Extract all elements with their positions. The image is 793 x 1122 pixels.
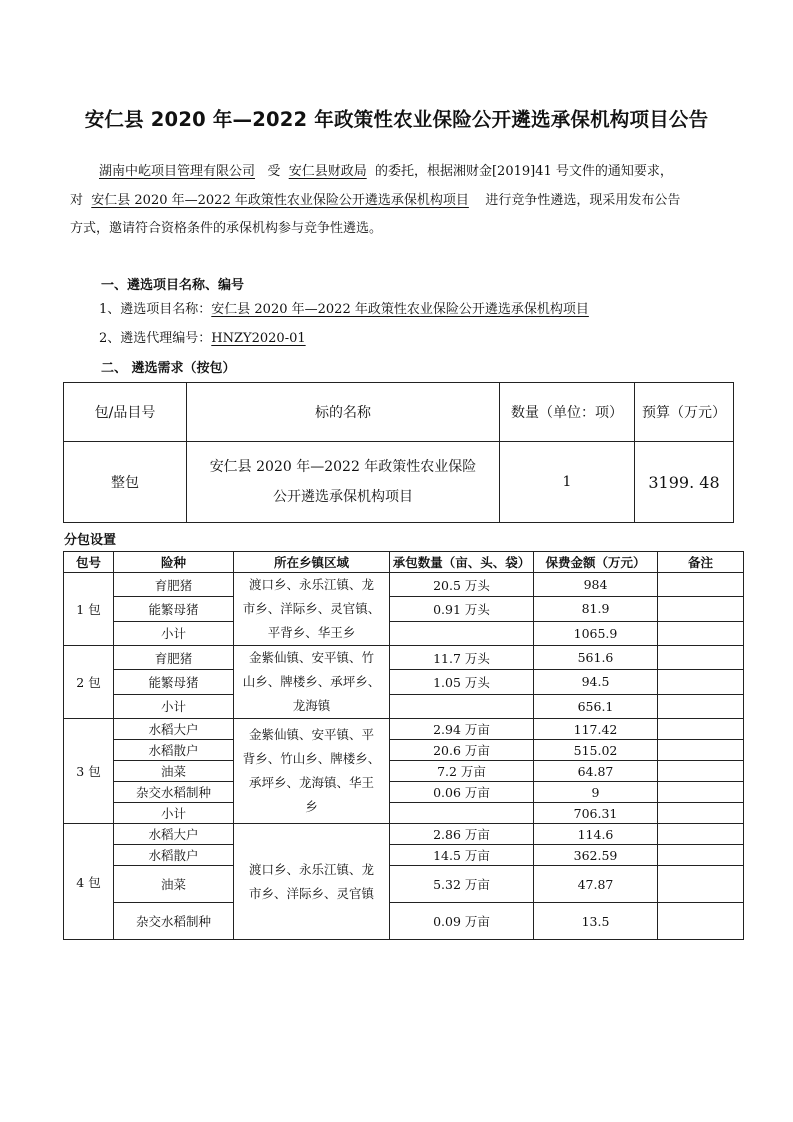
subject-name-line: 公开遴选承保机构项目 [273,489,413,505]
table-row [64,573,744,597]
remark-cell [658,782,744,803]
quantity-cell: 0.09 万亩 [390,903,534,940]
remark-cell [658,670,744,694]
remark-cell [658,694,744,718]
package-number: 3 包 [64,719,114,824]
region-cell [234,646,390,719]
table-row [64,597,744,621]
region-line: 渡口乡、永乐江镇、龙 [248,861,374,877]
insurance-type: 水稻散户 [114,740,234,761]
table-row [64,782,744,803]
table-header-row [64,383,734,442]
amount-cell: 706.31 [534,803,658,824]
insurance-type: 能繁母猪 [114,670,234,694]
column-header: 所在乡镇区域 [234,552,390,573]
quantity-cell: 0.91 万头 [390,597,534,621]
intro-line-1 [99,164,673,180]
insurance-type: 油菜 [114,761,234,782]
package-number: 1 包 [64,573,114,646]
region-line: 渡口乡、永乐江镇、龙 [248,577,374,592]
table-row [64,670,744,694]
table-row [64,845,744,866]
package-cell: 整包 [64,442,187,523]
remark-cell [658,903,744,940]
budget-cell: 3199. 48 [635,442,734,523]
quantity-cell: 20.6 万亩 [390,740,534,761]
column-header: 预算（万元） [635,383,734,442]
insurance-type: 能繁母猪 [114,597,234,621]
table-row [64,903,744,940]
column-header: 险种 [114,552,234,573]
principal-name: 安仁县财政局 [288,164,367,179]
amount-cell: 984 [534,573,658,597]
intro-word: 受 [267,164,281,179]
remark-cell [658,845,744,866]
column-header: 标的名称 [187,383,500,442]
subpackage-table [63,551,744,940]
region-line: 金紫仙镇、安平镇、竹 [248,650,374,665]
insurance-type: 小计 [114,621,234,645]
quantity-cell: 14.5 万亩 [390,845,534,866]
agency-name: 湖南中屹项目管理有限公司 [99,164,256,179]
amount-cell: 94.5 [534,670,658,694]
region-line: 平背乡、华王乡 [267,625,356,640]
remark-cell [658,646,744,670]
remark-cell [658,824,744,845]
subject-name-cell [187,442,500,523]
region-line: 市乡、洋际乡、灵官镇 [248,885,374,901]
column-header: 包号 [64,552,114,573]
remark-cell [658,597,744,621]
insurance-type: 水稻散户 [114,845,234,866]
amount-cell: 117.42 [534,719,658,740]
quantity-cell [390,803,534,824]
amount-cell: 81.9 [534,597,658,621]
table-row [64,719,744,740]
table-row [64,824,744,845]
insurance-type: 小计 [114,803,234,824]
region-line: 背乡、竹山乡、牌楼乡、 [242,751,381,766]
amount-cell: 1065.9 [534,621,658,645]
package-number: 4 包 [64,824,114,940]
table-row [64,694,744,718]
section-1-heading: 一、遴选项目名称、编号 [101,278,245,293]
remark-cell [658,803,744,824]
region-line: 山乡、牌楼乡、承坪乡、 [242,674,381,689]
remark-cell [658,573,744,597]
amount-cell: 114.6 [534,824,658,845]
amount-cell: 47.87 [534,866,658,903]
intro-text: 的委托，根据湘财金[2019]41 号文件的通知要求， [374,164,673,179]
quantity-cell [390,621,534,645]
table-row [64,740,744,761]
intro-line-2 [70,193,680,209]
remark-cell [658,761,744,782]
section-2-heading: 二、 遴选需求（按包） [101,361,236,376]
quantity-cell [390,694,534,718]
remark-cell [658,866,744,903]
amount-cell: 362.59 [534,845,658,866]
region-line: 乡 [305,799,318,814]
insurance-type: 小计 [114,694,234,718]
package-number: 2 包 [64,646,114,719]
quantity-cell: 20.5 万头 [390,573,534,597]
column-header: 包/品目号 [64,383,187,442]
quantity-cell: 0.06 万亩 [390,782,534,803]
region-line: 龙海镇 [292,698,331,713]
quantity-cell: 1.05 万头 [390,670,534,694]
table-row [64,803,744,824]
insurance-type: 水稻大户 [114,824,234,845]
remark-cell [658,621,744,645]
quantity-cell: 1 [500,442,635,523]
insurance-type: 水稻大户 [114,719,234,740]
project-name-line [99,302,593,318]
insurance-type: 杂交水稻制种 [114,782,234,803]
column-header: 保费金额（万元） [534,552,658,573]
insurance-type: 育肥猪 [114,573,234,597]
agency-code-value: HNZY2020-01 [211,331,306,346]
column-header: 承包数量（亩、头、袋） [390,552,534,573]
table-row [64,621,744,645]
intro-line-3: 方式，邀请符合资格条件的承保机构参与竞争性遴选。 [70,221,383,236]
quantity-cell: 5.32 万亩 [390,866,534,903]
subpackage-title: 分包设置 [64,533,117,548]
subject-name-line: 安仁县 2020 年—2022 年政策性农业保险 [209,459,477,475]
table-row [64,646,744,670]
project-name: 安仁县 2020 年—2022 年政策性农业保险公开遴选承保机构项目 [91,193,469,208]
page-title: 安仁县 2020 年—2022 年政策性农业保险公开遴选承保机构项目公告 [84,108,709,131]
agency-code-line [99,331,306,347]
insurance-type: 育肥猪 [114,646,234,670]
label: 1、遴选项目名称： [99,302,212,317]
region-cell [234,824,390,940]
quantity-cell: 2.86 万亩 [390,824,534,845]
quantity-cell: 11.7 万头 [390,646,534,670]
region-line: 金紫仙镇、安平镇、平 [248,727,374,742]
amount-cell: 64.87 [534,761,658,782]
column-header: 数量（单位：项） [500,383,635,442]
quantity-cell: 7.2 万亩 [390,761,534,782]
region-cell [234,573,390,646]
amount-cell: 515.02 [534,740,658,761]
column-header: 备注 [658,552,744,573]
remark-cell [658,740,744,761]
insurance-type: 油菜 [114,866,234,903]
region-cell [234,719,390,824]
label: 2、遴选代理编号： [99,331,212,346]
insurance-type: 杂交水稻制种 [114,903,234,940]
amount-cell: 561.6 [534,646,658,670]
amount-cell: 13.5 [534,903,658,940]
amount-cell: 656.1 [534,694,658,718]
table-row [64,442,734,523]
region-line: 市乡、洋际乡、灵官镇、 [242,601,381,616]
quantity-cell: 2.94 万亩 [390,719,534,740]
project-name-value: 安仁县 2020 年—2022 年政策性农业保险公开遴选承保机构项目 [211,302,589,317]
remark-cell [658,719,744,740]
intro-text: 进行竞争性遴选，现采用发布公告 [485,193,681,208]
region-line: 承坪乡、龙海镇、华王 [248,775,374,790]
table-row [64,866,744,903]
intro-word: 对 [70,193,84,208]
amount-cell: 9 [534,782,658,803]
table-row [64,761,744,782]
table-header-row [64,552,744,573]
requirements-table [63,382,734,523]
